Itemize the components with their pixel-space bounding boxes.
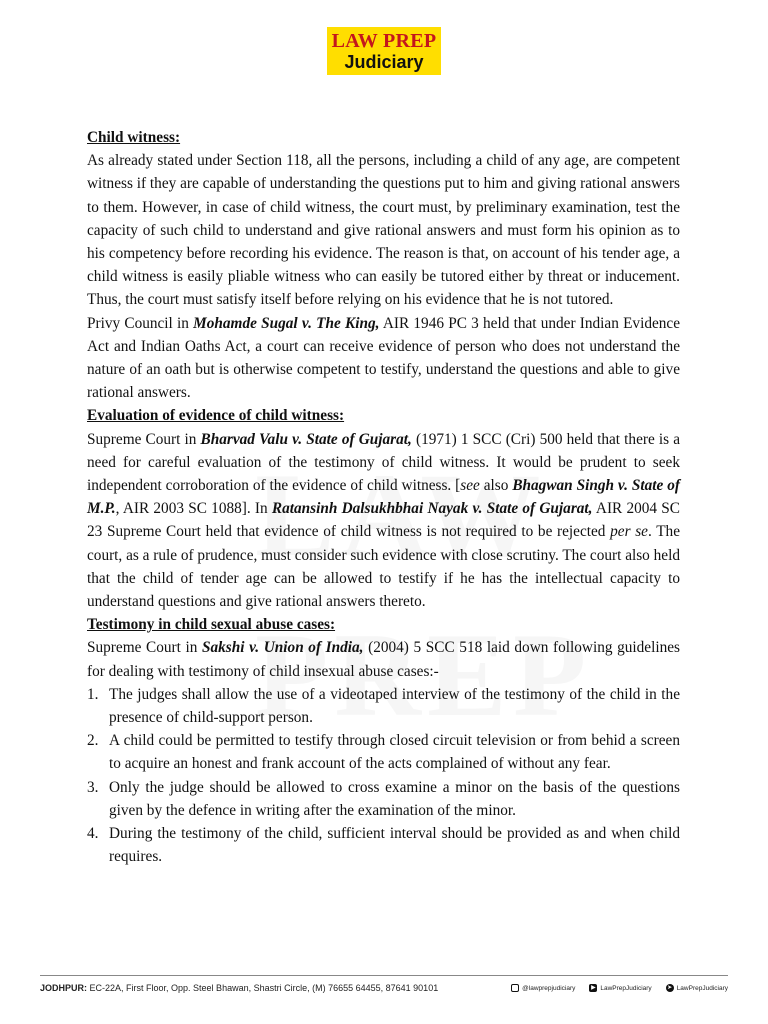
list-number: 1.	[87, 685, 99, 703]
heading-testimony: Testimony in child sexual abuse cases:	[87, 616, 336, 634]
logo-title: LAW PREP	[331, 30, 437, 52]
text-span: , AIR 2003 SC 1088]. In	[115, 500, 272, 518]
footer-divider	[40, 975, 728, 976]
list-item	[87, 776, 680, 822]
case-name: Mohamde Sugal v. The King,	[193, 314, 380, 332]
list-text: During the testimony of the child, sufficient interval should be provided as and when child requires.	[109, 825, 680, 866]
list-item	[87, 729, 680, 775]
text-span: . The court, as a rule of prudence, must consider such evidence with close scrutiny. The court also held that the child of tender age can be allowed to testify if he has the intellectual capacity to understand questions and give rational answers thereto.	[87, 523, 680, 611]
case-name: Bharvad Valu v. State of Gujarat,	[200, 430, 412, 448]
youtube-link[interactable]	[589, 984, 651, 992]
paragraph-privy-council	[87, 312, 680, 405]
footer-city: JODHPUR:	[40, 983, 88, 993]
instagram-icon	[511, 984, 519, 992]
text-span: also	[479, 477, 513, 495]
logo-subtitle: Judiciary	[344, 52, 424, 72]
list-number: 2.	[87, 732, 99, 750]
text-span: Supreme Court in	[87, 639, 202, 657]
list-text: A child could be permitted to testify through closed circuit television or from behid a screen to acquire an honest and frank account of the acts complained of without any fear.	[109, 732, 680, 773]
italic-text: per se	[610, 523, 648, 541]
list-number: 3.	[87, 778, 99, 796]
telegram-icon: ➤	[667, 985, 673, 991]
list-text: The judges shall allow the use of a videotaped interview of the testimony of the child in the presence of child-support person.	[109, 685, 680, 727]
heading-evaluation: Evaluation of evidence of child witness:	[87, 407, 345, 425]
list-text: Only the judge should be allowed to cross examine a minor on the basis of the questions given by the defence in writing after the examination of the minor.	[109, 778, 680, 819]
footer-address-text: EC-22A, First Floor, Opp. Steel Bhawan, Shastri Circle, (M) 76655 64455, 87641 90101	[87, 983, 439, 993]
law-prep-logo	[327, 27, 441, 75]
text-span: (1971) 1 SCC (Cri) 500 held that there is a need for careful evaluation of the testimony of child witness. It would be prudent to seek independent corroboration of the evidence of child witness. [	[87, 430, 681, 495]
instagram-link[interactable]	[511, 984, 575, 992]
heading-child-witness: Child witness:	[87, 129, 181, 146]
document-body	[87, 126, 680, 869]
guidelines-list	[87, 683, 680, 869]
telegram-handle: LawPrepJudiciary	[676, 984, 728, 992]
paragraph-testimony	[87, 636, 680, 682]
italic-text: see	[460, 477, 480, 495]
paragraph-child-witness: As already stated under Section 118, all the persons, including a child of any age, are competent witness if they are capable of understanding the questions put to him and giving rational answers to them. However, in case of child witness, the court must, by preliminary examination, test the capacity of such child to understand and give rational answers and must form his opinion as to his competency before recording his evidence. The reason is that, on account of his tender age, a child witness is easily pliable witness who can easily be tutored either by threat or inducement. Thus, the court must satisfy itself before relying on his evidence that he is not tutored.	[87, 152, 680, 309]
case-name: Sakshi v. Union of India,	[201, 639, 364, 657]
list-item	[87, 683, 680, 729]
footer	[40, 980, 728, 996]
telegram-link[interactable]	[666, 984, 728, 992]
text-span: Supreme Court in	[87, 430, 201, 448]
youtube-handle: LawPrepJudiciary	[600, 984, 652, 992]
text-span: AIR 1946 PC 3 held that under Indian Evidence Act and Indian Oaths Act, a court can receive evidence of person who does not understand the nature of an oath but is otherwise competent to testify, understand the questions and able to give rational answers.	[87, 314, 680, 402]
text-span: (2004) 5 SCC 518 laid down following guidelines for dealing with testimony of child insexual abuse cases:-	[87, 639, 680, 680]
case-name: Ratansinh Dalsukhbhai Nayak v. State of Gujarat,	[271, 500, 593, 518]
list-item	[87, 822, 680, 868]
case-name: Bhagwan Singh v. State of M.P.	[87, 477, 681, 518]
list-number: 4.	[87, 825, 99, 843]
text-span: Privy Council in	[87, 314, 194, 332]
instagram-handle: @lawprepjudiciary	[522, 984, 576, 992]
paragraph-evaluation	[87, 428, 680, 614]
footer-address	[40, 983, 497, 993]
text-span: AIR 2004 SC 23 Supreme Court held that evidence of child witness is not required to be rejected	[87, 500, 681, 541]
youtube-icon: ▶	[591, 985, 596, 991]
